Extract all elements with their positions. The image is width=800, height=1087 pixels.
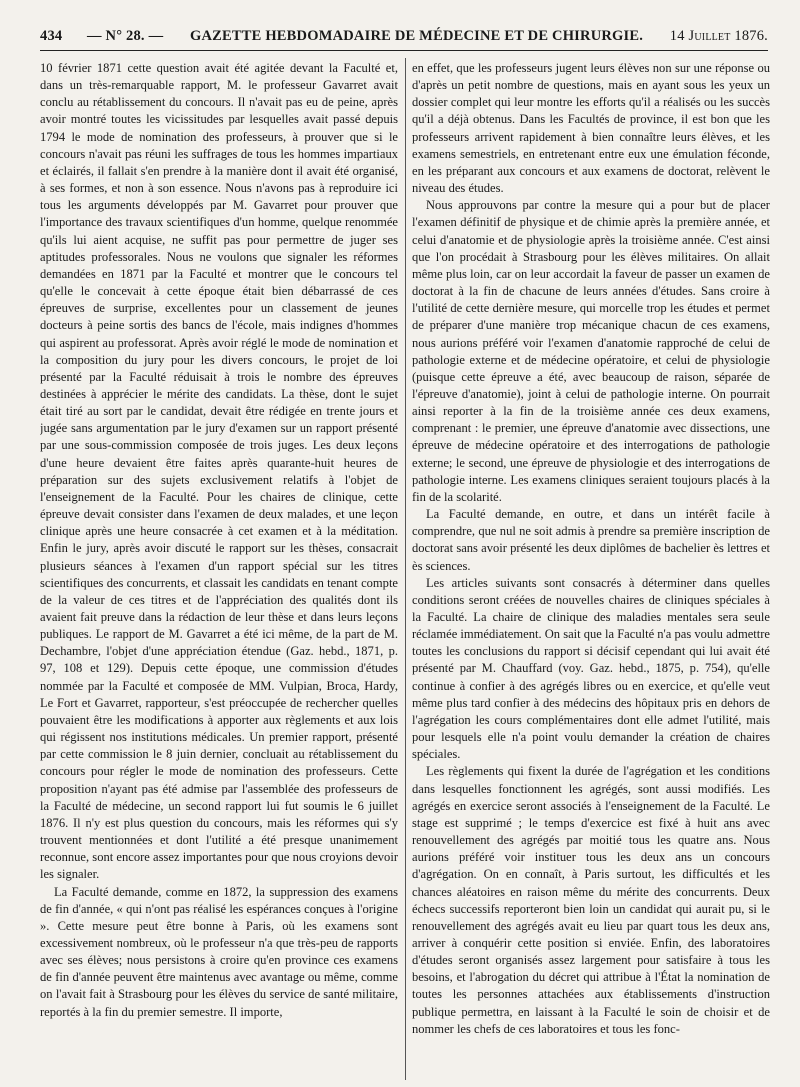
paragraph: La Faculté demande, comme en 1872, la suppression des examens de fin d'année, « qui n'ont pas réalisé les espérances conçues à l'origine ». Cette mesure peut être bonne à Paris, où les examens sont excessivement nombreux, où le professeur n'a que très-peu de rapports avec ses élèves; nous persistons à croire qu'en province ces examens de fin d'année peuvent être maintenus avec avantage ou même, comme on l'avait fait à Strasbourg pour les élèves du service de santé militaire, reportés à la fin du premier semestre. Il importe, xyxy=(40,884,398,1019)
paragraph: en effet, que les professeurs jugent leurs élèves non sur une réponse ou d'après un petit nombre de questions, mais en ayant sous les yeux un dossier complet qui leur montre les efforts qu'il a réalisés ou les succès qu'il a déjà obtenus. Dans les Facultés de province, il est bon que les professeurs arrivent rapidement à bien connaître leurs élèves, et les examens semestriels, en entretenant entre eux une émulation féconde, en les préparant aux concours et aux examens de doctorat, relèvent le niveau des études. xyxy=(412,61,770,196)
paragraph: Les articles suivants sont consacrés à déterminer dans quelles conditions seront créées de nouvelles chaires de cliniques spéciales à la Faculté. La chaire de clinique des maladies mentales sera seule réclamée immédiatement. On sait que la Faculté n'a pas voulu admettre toutes les conclusions du rapport si décisif cependant qui lui avait été présenté par M. Chauffard (voy. Gaz. hebd., 1875, p. 754), qu'elle continue à confier à des agrégés libres ou en exercice, et qu'elle veut même plus tard confier à des médecins des hôpitaux pris en dehors de l'agrégation les cours complémentaires dont elle admet l'utilité, mais pour lesquels elle n'a point voulu demander la création de chaires spéciales. xyxy=(412,575,770,762)
journal-title: GAZETTE HEBDOMADAIRE DE MÉDECINE ET DE CHIRURGIE. xyxy=(190,28,644,44)
right-column xyxy=(412,60,770,1080)
issue-date: 14 Juillet 1876. xyxy=(669,28,768,44)
page-number: 434 xyxy=(40,28,63,44)
paragraph: La Faculté demande, en outre, et dans un intérêt facile à comprendre, que nul ne soit admis à prendre sa première inscription de doctorat sans avoir présenté les deux diplômes de bachelier ès lettres et ès sciences. xyxy=(412,507,770,573)
paragraph: Les règlements qui fixent la durée de l'agrégation et les conditions dans lesquelles fonctionnent les agrégés, sont aussi modifiés. Les agrégés en exercice seront associés à l'enseignement de la Faculté. Le stage est supprimé ; le temps d'exercice est fixé à huit ans avec renouvellement des agrégés par moitié tous les quatre ans. Nous aurions préféré voir instituer tous les deux ans un concours d'agrégation. On en connaît, à Paris surtout, les difficultés et les chances aléatoires en raison même du mérite des concurrents. Deux échecs successifs reporteront bien loin un candidat qui aurait pu, si le renouvellement des agrégés avait eu lieu par quart tous les deux ans, arriver à conquérir cette position si enviée. Enfin, des laboratoires d'études seront organisés assez largement pour satisfaire à tous les besoins, et l'abrogation du décret qui attribue à l'État la nomination de toutes les personnes attachées aux établissements d'instruction publique permettra, en laissant à la Faculté le soin de choisir et de nommer les chefs de ces laboratoires et tous les fonc- xyxy=(412,764,770,1036)
left-column xyxy=(40,60,398,1080)
paragraph: Nous approuvons par contre la mesure qui a pour but de placer l'examen définitif de physique et de chimie après la première année, et celui d'anatomie et de physiologie après la troisième année. C'est ainsi que l'on procédait à Strasbourg pour les élèves militaires. On allait même plus loin, car on leur accordait la faveur de passer un examen de doctorat à la fin de chacune de leurs années d'études. Sans croire à l'utilité de cette dernière mesure, qui morcelle trop les études et permet de préparer d'une manière trop mécanique chacun de ces examens, nous aurions préféré voir l'examen d'anatomie rapproché de celui de pathologie externe et de médecine opératoire, et celui de physiologie (puisque cette épreuve a été, avec beaucoup de raison, séparée de l'épreuve d'anatomie), joint à celui de pathologie interne. On pourrait ainsi reporter à la fin de la troisième année ces deux examens, comprenant : le premier, une épreuve d'anatomie avec dissections, une épreuve de médecine opératoire et des interrogations de pathologie externe; le second, une épreuve de physiologie et des interrogations de pathologie interne. Les examens cliniques seraient toujours placés à la fin de la scolarité. xyxy=(412,198,770,504)
column-divider xyxy=(405,58,406,1080)
issue-number: — N° 28. — xyxy=(87,28,164,44)
paragraph: 10 février 1871 cette question avait été agitée devant la Faculté et, dans un très-remarquable rapport, M. le professeur Gavarret avait conclu au rétablissement du concours. Il n'avait pas eu de peine, après avoir montré toutes les vicissitudes par lesquelles avait passé depuis 1794 le mode de nomination des professeurs, à prouver que si le concours n'avait pas réuni les suffrages de tous les hommes impartiaux et éclairés, il fallait s'en prendre à la manière dont il avait été organisé, à ses formes, et non à son essence. Nous n'avons pas à reproduire ici tous les arguments développés par M. Gavarret pour prouver que l'importance des travaux scientifiques d'un homme, quelque renommée qu'ils lui aient acquise, ne suffit pas pour permettre de juger ses aptitudes professorales. Nous ne voulons que signaler les réformes demandées en 1871 par la Faculté et montrer que le concours tel qu'elle le concevait à cette époque était bien débarrassé de ces épreuves de surprise, excellentes pour un classement de jeunes docteurs à peine sortis des bancs de l'école, mais indignes d'hommes qui aspirent au professorat. Après avoir réglé le mode de nomination et la composition du jury pour les divers concours, le projet de loi présenté par la Faculté réduisait à trois le nombre des épreuves destinées à apprécier le mérite des candidats. La thèse, dont le sujet était tiré au sort par le candidat, devait être rédigée en trente jours et jugée sans argumentation par le jury d'examen sur un rapport présenté par une sous-commission composée de trois juges. Les deux leçons d'une heure devaient être faites après quarante-huit heures de préparation sur des sujets exclusivement relatifs à l'objet de l'enseignement de la Faculté. Pour les chaires de clinique, cette épreuve devait consister dans l'examen de deux malades, et une leçon clinique après une heure consacrée à cet examen et à la méditation. Enfin le jury, après avoir discuté le rapport sur les thèses, consacrait plusieurs séances à l'examen d'un rapport spécial sur les titres scientifiques des concurrents, et classait les candidats en tenant compte de la valeur de ces titres et de l'appréciation des qualités dont ils avaient fait preuve dans la rédaction de leur thèse et dans leurs leçons publiques. Le rapport de M. Gavarret a été ici même, de la part de M. Dechambre, l'objet d'une appréciation étendue (Gaz. hebd., 1871, p. 97, 108 et 129). Depuis cette époque, une commission d'études nommée par la Faculté et composée de MM. Vulpian, Broca, Hardy, Le Fort et Gavarret, rapporteur, s'est préoccupée de rechercher quelles pouvaient être les modifications à apporter aux règlements et aux lois qui régissent nos institutions médicales. Un premier rapport, présenté par cette commission le 8 juin dernier, concluait au rétablissement du concours pour régler le mode de nomination des professeurs. Cette proposition n'ayant pas été admise par l'assemblée des professeurs de la Faculté de médecine, un second rapport lui fut soumis le 6 juillet 1876. Il n'y est plus question du concours, mais les réformes qui s'y trouvent mentionnées et dont l'utilité a été presque unanimement reconnue, sont encore assez importantes pour que nous croyions devoir les signaler. xyxy=(40,61,398,882)
header-rule xyxy=(40,50,768,51)
page-header xyxy=(40,28,768,50)
